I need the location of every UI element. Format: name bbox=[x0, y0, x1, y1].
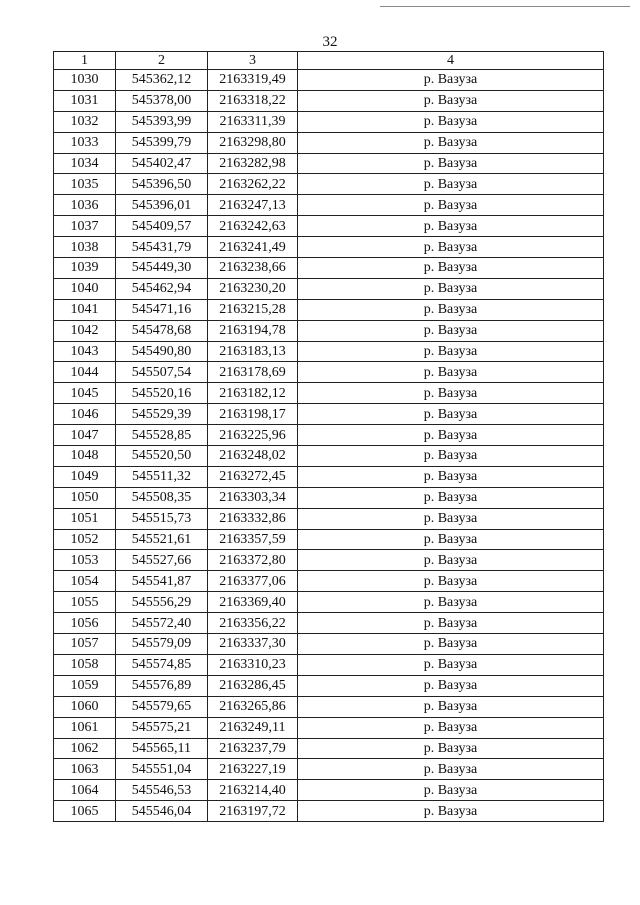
y-coordinate-cell: 2163242,63 bbox=[208, 216, 298, 237]
point-number-cell: 1039 bbox=[54, 258, 116, 279]
table-row bbox=[54, 404, 604, 425]
point-number-cell: 1062 bbox=[54, 738, 116, 759]
x-coordinate-cell: 545574,85 bbox=[116, 654, 208, 675]
description-cell: р. Вазуза bbox=[298, 153, 604, 174]
y-coordinate-cell: 2163182,12 bbox=[208, 383, 298, 404]
point-number-cell: 1032 bbox=[54, 111, 116, 132]
description-cell: р. Вазуза bbox=[298, 383, 604, 404]
y-coordinate-cell: 2163372,80 bbox=[208, 550, 298, 571]
x-coordinate-cell: 545529,39 bbox=[116, 404, 208, 425]
description-cell: р. Вазуза bbox=[298, 278, 604, 299]
point-number-cell: 1045 bbox=[54, 383, 116, 404]
table-row bbox=[54, 174, 604, 195]
x-coordinate-cell: 545515,73 bbox=[116, 508, 208, 529]
point-number-cell: 1047 bbox=[54, 425, 116, 446]
description-cell: р. Вазуза bbox=[298, 341, 604, 362]
description-cell: р. Вазуза bbox=[298, 258, 604, 279]
description-cell: р. Вазуза bbox=[298, 425, 604, 446]
y-coordinate-cell: 2163272,45 bbox=[208, 466, 298, 487]
x-coordinate-cell: 545579,65 bbox=[116, 696, 208, 717]
x-coordinate-cell: 545507,54 bbox=[116, 362, 208, 383]
description-cell: р. Вазуза bbox=[298, 195, 604, 216]
table-row bbox=[54, 571, 604, 592]
point-number-cell: 1057 bbox=[54, 634, 116, 655]
point-number-cell: 1054 bbox=[54, 571, 116, 592]
y-coordinate-cell: 2163237,79 bbox=[208, 738, 298, 759]
x-coordinate-cell: 545362,12 bbox=[116, 70, 208, 91]
x-coordinate-cell: 545576,89 bbox=[116, 675, 208, 696]
description-cell: р. Вазуза bbox=[298, 216, 604, 237]
y-coordinate-cell: 2163319,49 bbox=[208, 70, 298, 91]
x-coordinate-cell: 545546,53 bbox=[116, 780, 208, 801]
x-coordinate-cell: 545396,01 bbox=[116, 195, 208, 216]
y-coordinate-cell: 2163227,19 bbox=[208, 759, 298, 780]
point-number-cell: 1051 bbox=[54, 508, 116, 529]
table-row bbox=[54, 195, 604, 216]
x-coordinate-cell: 545409,57 bbox=[116, 216, 208, 237]
table-row bbox=[54, 654, 604, 675]
y-coordinate-cell: 2163238,66 bbox=[208, 258, 298, 279]
table-row bbox=[54, 132, 604, 153]
table-row bbox=[54, 466, 604, 487]
x-coordinate-cell: 545462,94 bbox=[116, 278, 208, 299]
point-number-cell: 1046 bbox=[54, 404, 116, 425]
point-number-cell: 1052 bbox=[54, 529, 116, 550]
description-cell: р. Вазуза bbox=[298, 362, 604, 383]
top-rule bbox=[380, 6, 630, 7]
point-number-cell: 1037 bbox=[54, 216, 116, 237]
point-number-cell: 1043 bbox=[54, 341, 116, 362]
x-coordinate-cell: 545541,87 bbox=[116, 571, 208, 592]
description-cell: р. Вазуза bbox=[298, 446, 604, 467]
x-coordinate-cell: 545521,61 bbox=[116, 529, 208, 550]
table-row bbox=[54, 258, 604, 279]
y-coordinate-cell: 2163230,20 bbox=[208, 278, 298, 299]
description-cell: р. Вазуза bbox=[298, 550, 604, 571]
description-cell: р. Вазуза bbox=[298, 613, 604, 634]
description-cell: р. Вазуза bbox=[298, 634, 604, 655]
table-row bbox=[54, 237, 604, 258]
y-coordinate-cell: 2163194,78 bbox=[208, 320, 298, 341]
table-row bbox=[54, 780, 604, 801]
description-cell: р. Вазуза bbox=[298, 780, 604, 801]
y-coordinate-cell: 2163298,80 bbox=[208, 132, 298, 153]
x-coordinate-cell: 545378,00 bbox=[116, 90, 208, 111]
y-coordinate-cell: 2163310,23 bbox=[208, 654, 298, 675]
table-row bbox=[54, 675, 604, 696]
description-cell: р. Вазуза bbox=[298, 508, 604, 529]
x-coordinate-cell: 545490,80 bbox=[116, 341, 208, 362]
description-cell: р. Вазуза bbox=[298, 696, 604, 717]
x-coordinate-cell: 545471,16 bbox=[116, 299, 208, 320]
point-number-cell: 1060 bbox=[54, 696, 116, 717]
y-coordinate-cell: 2163225,96 bbox=[208, 425, 298, 446]
description-cell: р. Вазуза bbox=[298, 529, 604, 550]
table-row bbox=[54, 341, 604, 362]
table-row bbox=[54, 508, 604, 529]
y-coordinate-cell: 2163377,06 bbox=[208, 571, 298, 592]
description-cell: р. Вазуза bbox=[298, 466, 604, 487]
x-coordinate-cell: 545565,11 bbox=[116, 738, 208, 759]
description-cell: р. Вазуза bbox=[298, 738, 604, 759]
point-number-cell: 1061 bbox=[54, 717, 116, 738]
table-row bbox=[54, 320, 604, 341]
point-number-cell: 1058 bbox=[54, 654, 116, 675]
point-number-cell: 1036 bbox=[54, 195, 116, 216]
point-number-cell: 1064 bbox=[54, 780, 116, 801]
page-number: 32 bbox=[322, 34, 338, 50]
y-coordinate-cell: 2163183,13 bbox=[208, 341, 298, 362]
point-number-cell: 1050 bbox=[54, 487, 116, 508]
table-row bbox=[54, 717, 604, 738]
description-cell: р. Вазуза bbox=[298, 111, 604, 132]
x-coordinate-cell: 545556,29 bbox=[116, 592, 208, 613]
point-number-cell: 1033 bbox=[54, 132, 116, 153]
y-coordinate-cell: 2163215,28 bbox=[208, 299, 298, 320]
point-number-cell: 1053 bbox=[54, 550, 116, 571]
y-coordinate-cell: 2163369,40 bbox=[208, 592, 298, 613]
description-cell: р. Вазуза bbox=[298, 654, 604, 675]
x-coordinate-cell: 545579,09 bbox=[116, 634, 208, 655]
column-header-2: 2 bbox=[116, 52, 208, 70]
description-cell: р. Вазуза bbox=[298, 487, 604, 508]
point-number-cell: 1049 bbox=[54, 466, 116, 487]
x-coordinate-cell: 545508,35 bbox=[116, 487, 208, 508]
y-coordinate-cell: 2163247,13 bbox=[208, 195, 298, 216]
y-coordinate-cell: 2163249,11 bbox=[208, 717, 298, 738]
table-row bbox=[54, 278, 604, 299]
description-cell: р. Вазуза bbox=[298, 237, 604, 258]
y-coordinate-cell: 2163265,86 bbox=[208, 696, 298, 717]
table-row bbox=[54, 696, 604, 717]
y-coordinate-cell: 2163214,40 bbox=[208, 780, 298, 801]
x-coordinate-cell: 545575,21 bbox=[116, 717, 208, 738]
point-number-cell: 1055 bbox=[54, 592, 116, 613]
point-number-cell: 1031 bbox=[54, 90, 116, 111]
x-coordinate-cell: 545546,04 bbox=[116, 801, 208, 822]
table-row bbox=[54, 759, 604, 780]
x-coordinate-cell: 545572,40 bbox=[116, 613, 208, 634]
column-header-1: 1 bbox=[54, 52, 116, 70]
point-number-cell: 1042 bbox=[54, 320, 116, 341]
y-coordinate-cell: 2163241,49 bbox=[208, 237, 298, 258]
description-cell: р. Вазуза bbox=[298, 90, 604, 111]
y-coordinate-cell: 2163197,72 bbox=[208, 801, 298, 822]
table-row bbox=[54, 801, 604, 822]
description-cell: р. Вазуза bbox=[298, 70, 604, 91]
description-cell: р. Вазуза bbox=[298, 717, 604, 738]
y-coordinate-cell: 2163303,34 bbox=[208, 487, 298, 508]
table-row bbox=[54, 592, 604, 613]
table-row bbox=[54, 70, 604, 91]
table-row bbox=[54, 153, 604, 174]
y-coordinate-cell: 2163318,22 bbox=[208, 90, 298, 111]
description-cell: р. Вазуза bbox=[298, 174, 604, 195]
description-cell: р. Вазуза bbox=[298, 801, 604, 822]
table-row bbox=[54, 738, 604, 759]
point-number-cell: 1030 bbox=[54, 70, 116, 91]
y-coordinate-cell: 2163286,45 bbox=[208, 675, 298, 696]
x-coordinate-cell: 545396,50 bbox=[116, 174, 208, 195]
table-row bbox=[54, 613, 604, 634]
description-cell: р. Вазуза bbox=[298, 132, 604, 153]
table-row bbox=[54, 111, 604, 132]
x-coordinate-cell: 545478,68 bbox=[116, 320, 208, 341]
point-number-cell: 1063 bbox=[54, 759, 116, 780]
point-number-cell: 1038 bbox=[54, 237, 116, 258]
y-coordinate-cell: 2163262,22 bbox=[208, 174, 298, 195]
x-coordinate-cell: 545520,50 bbox=[116, 446, 208, 467]
point-number-cell: 1041 bbox=[54, 299, 116, 320]
point-number-cell: 1065 bbox=[54, 801, 116, 822]
description-cell: р. Вазуза bbox=[298, 404, 604, 425]
y-coordinate-cell: 2163356,22 bbox=[208, 613, 298, 634]
table-row bbox=[54, 529, 604, 550]
table-row bbox=[54, 487, 604, 508]
y-coordinate-cell: 2163282,98 bbox=[208, 153, 298, 174]
description-cell: р. Вазуза bbox=[298, 759, 604, 780]
point-number-cell: 1056 bbox=[54, 613, 116, 634]
point-number-cell: 1048 bbox=[54, 446, 116, 467]
x-coordinate-cell: 545431,79 bbox=[116, 237, 208, 258]
description-cell: р. Вазуза bbox=[298, 592, 604, 613]
point-number-cell: 1040 bbox=[54, 278, 116, 299]
y-coordinate-cell: 2163198,17 bbox=[208, 404, 298, 425]
description-cell: р. Вазуза bbox=[298, 675, 604, 696]
description-cell: р. Вазуза bbox=[298, 320, 604, 341]
table-row bbox=[54, 216, 604, 237]
x-coordinate-cell: 545527,66 bbox=[116, 550, 208, 571]
column-header-3: 3 bbox=[208, 52, 298, 70]
table-body bbox=[54, 70, 604, 822]
x-coordinate-cell: 545449,30 bbox=[116, 258, 208, 279]
description-cell: р. Вазуза bbox=[298, 299, 604, 320]
table-row bbox=[54, 383, 604, 404]
table-row bbox=[54, 90, 604, 111]
y-coordinate-cell: 2163311,39 bbox=[208, 111, 298, 132]
y-coordinate-cell: 2163178,69 bbox=[208, 362, 298, 383]
table-row bbox=[54, 425, 604, 446]
table-row bbox=[54, 446, 604, 467]
x-coordinate-cell: 545402,47 bbox=[116, 153, 208, 174]
coordinates-table bbox=[53, 51, 604, 822]
table-row bbox=[54, 299, 604, 320]
point-number-cell: 1035 bbox=[54, 174, 116, 195]
x-coordinate-cell: 545511,32 bbox=[116, 466, 208, 487]
table-header-row bbox=[54, 52, 604, 70]
column-header-4: 4 bbox=[298, 52, 604, 70]
x-coordinate-cell: 545520,16 bbox=[116, 383, 208, 404]
point-number-cell: 1034 bbox=[54, 153, 116, 174]
y-coordinate-cell: 2163248,02 bbox=[208, 446, 298, 467]
table-row bbox=[54, 362, 604, 383]
point-number-cell: 1059 bbox=[54, 675, 116, 696]
x-coordinate-cell: 545399,79 bbox=[116, 132, 208, 153]
x-coordinate-cell: 545551,04 bbox=[116, 759, 208, 780]
x-coordinate-cell: 545528,85 bbox=[116, 425, 208, 446]
y-coordinate-cell: 2163357,59 bbox=[208, 529, 298, 550]
table-row bbox=[54, 634, 604, 655]
x-coordinate-cell: 545393,99 bbox=[116, 111, 208, 132]
description-cell: р. Вазуза bbox=[298, 571, 604, 592]
table-row bbox=[54, 550, 604, 571]
point-number-cell: 1044 bbox=[54, 362, 116, 383]
y-coordinate-cell: 2163332,86 bbox=[208, 508, 298, 529]
y-coordinate-cell: 2163337,30 bbox=[208, 634, 298, 655]
